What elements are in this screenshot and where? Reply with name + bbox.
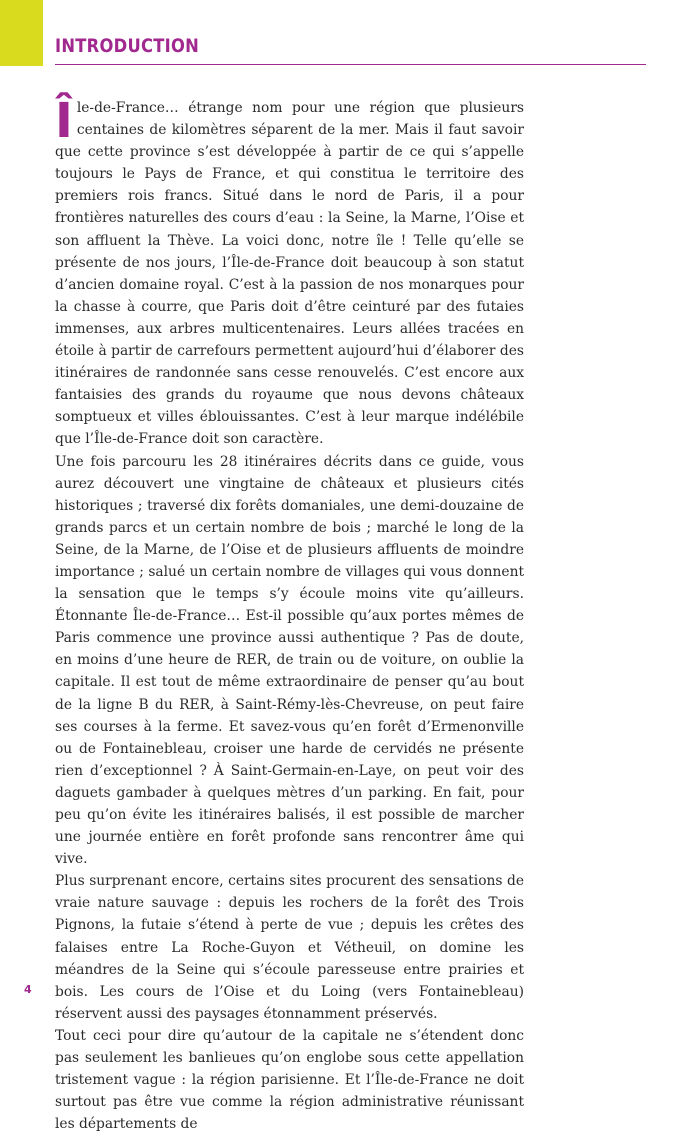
paragraph-1 <box>55 93 524 451</box>
paragraph-1-text: le-de-France… étrange nom pour une région que plusieurs centaines de kilomètres séparent de la mer. Mais il faut savoir que cette province s’est développée à partir de ce qui s’appelle toujours le Pays de France, et qui constitua le territoire des premiers rois francs. Situé dans le nord de Paris, il a pour frontières naturelles des cours d’eau : la Seine, la Marne, l’Oise et son affluent la Thève. La voici donc, notre île ! Telle qu’elle se présente de nos jours, l’Île-de-France doit beaucoup à son statut d’ancien domaine royal. C’est à la passion de nos monarques pour la chasse à courre, que Paris doit d’être ceinturé par des futaies immenses, aux arbres multicentenaires. Leurs allées tracées en étoile à partir de carrefours permettent aujourd’hui d’élaborer des itinéraires de randonnée sans cesse renouvelés. C’est encore aux fantaisies des grands du royaume que nous devons châteaux somptueux et villes éblouissantes. C’est à leur marque indélébile que l’Île-de-France doit son caractère. <box>55 100 524 448</box>
page-number: 4 <box>24 983 32 996</box>
paragraph-3: Plus surprenant encore, certains sites procurent des sensations de vraie nature sauvage : depuis les rochers de la forêt des Trois Pignons, la futaie s’étend à perte de vue ; depuis les crêtes des falaises entre La Roche-Guyon et Vétheuil, on domine les méandres de la Seine qui s’écoule paresseuse entre prairies et bois. Les cours de l’Oise et du Loing (vers Fontainebleau) réservent aussi des paysages étonnamment préservés. <box>55 873 524 1022</box>
section-title: INTRODUCTION <box>55 35 200 57</box>
body-text <box>55 93 524 1135</box>
corner-color-block <box>0 0 43 66</box>
title-divider <box>55 64 646 65</box>
paragraph-2: Une fois parcouru les 28 itinéraires décrits dans ce guide, vous aurez découvert une vingtaine de châteaux et plusieurs cités historiques ; traversé dix forêts domaniales, une demi-douzaine de grands parcs et un certain nombre de bois ; marché le long de la Seine, de la Marne, de l’Oise et de plusieurs affluents de moindre importance ; salué un certain nombre de villages qui vous donnent la sensation que le temps s’y écoule moins vite qu’ailleurs. Étonnante Île-de-France… Est-il possible qu’aux portes mêmes de Paris commence une province aussi authentique ? Pas de doute, en moins d’une heure de RER, de train ou de voiture, on oublie la capitale. Il est tout de même extraordinaire de penser qu’au bout de la ligne B du RER, à Saint-Rémy-lès-Chevreuse, on peut faire ses courses à la ferme. Et savez-vous qu’en forêt d’Ermenonville ou de Fontainebleau, croiser une harde de cervidés ne présente rien d’exceptionnel ? À Saint-Germain-en-Laye, on peut voir des daguets gambader à quelques mètres d’un parking. En fait, pour peu qu’on évite les itinéraires balisés, il est possible de marcher une journée entière en forêt profonde sans rencontrer âme qui vive. <box>55 453 524 868</box>
drop-cap: Î <box>55 93 73 149</box>
paragraph-4: Tout ceci pour dire qu’autour de la capitale ne s’étendent donc pas seulement les banlieues qu’on englobe sous cette appellation tristement vague : la région parisienne. Et l’Île-de-France ne doit surtout pas être vue comme la région administrative réunissant les départements de <box>55 1027 524 1133</box>
